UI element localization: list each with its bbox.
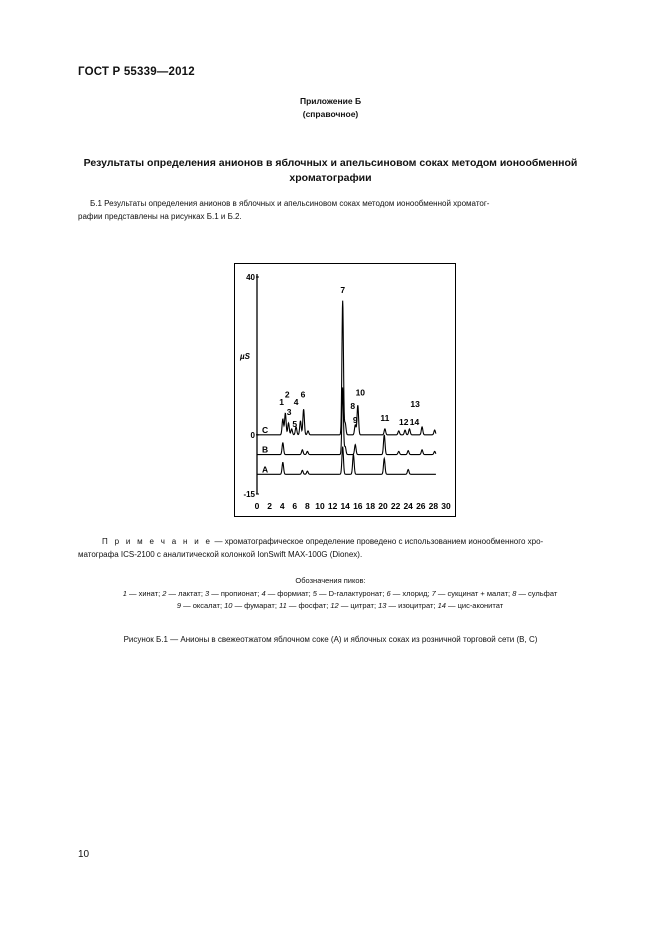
figure-caption: Рисунок Б.1 — Анионы в свежеотжатом яблочном соке (А) и яблочных соках из розничной торговой сети (В, С)	[123, 635, 538, 644]
peak-label: 7	[340, 284, 346, 295]
peak-label: 9	[352, 414, 358, 425]
x-tick-label: 6	[292, 501, 298, 511]
paragraph-line2: рафии представлены на рисунках Б.1 и Б.2.	[78, 211, 242, 221]
peak-label: 6	[300, 389, 306, 400]
legend-name: D-галактуронат	[328, 589, 383, 598]
legend-number: 5	[312, 589, 317, 598]
note-text-line1: — хроматографическое определение проведено с использованием ионообменного хро-	[212, 537, 544, 546]
x-tick-label: 30	[441, 501, 451, 511]
note-label: П р и м е ч а н и е	[102, 537, 213, 546]
x-tick-label: 28	[428, 501, 439, 511]
x-tick-label: 8	[305, 501, 310, 511]
trace-label-c: C	[262, 424, 269, 435]
x-tick-label: 14	[340, 501, 350, 511]
peak-label: 3	[286, 407, 292, 418]
x-tick-label: 24	[403, 501, 413, 511]
standard-code: ГОСТ Р 55339—2012	[78, 66, 195, 78]
section-title	[60, 156, 601, 186]
legend-number: 11	[279, 600, 287, 610]
y-axis-label: µS	[240, 352, 250, 361]
x-tick-label: 20	[378, 501, 388, 511]
legend-number: 7	[431, 589, 436, 598]
x-tick-label: 18	[365, 501, 376, 511]
legend-name: цис-аконитат	[457, 600, 504, 610]
x-tick-label: 22	[390, 501, 401, 511]
x-tick-label: 0	[254, 501, 260, 511]
legend-line2: 9 — оксалат; 10 — фумарат; 11 — фосфат; 12 — цитрат; 13 — изоцитрат; 14 — цис-аконитат	[176, 600, 504, 610]
legend-number: 4	[261, 589, 266, 598]
legend-name: лактат	[178, 589, 201, 598]
legend-name: пропионат	[220, 589, 258, 598]
y-tick-label: -15	[243, 490, 255, 499]
chromatogram-chart	[235, 264, 455, 516]
legend-number: 13	[378, 600, 387, 610]
legend-number: 14	[437, 600, 446, 610]
legend-name: сульфат	[528, 589, 558, 598]
peak-label: 2	[284, 389, 290, 400]
legend-number: 1	[122, 589, 127, 598]
x-tick-label: 10	[315, 501, 325, 511]
legend-name: цитрат	[350, 600, 374, 610]
peak-label: 5	[292, 418, 298, 429]
legend-line1: 1 — хинат; 2 — лактат; 3 — пропионат; 4 — формиат; 5 — D-галактуронат; 6 — хлорид; 7 — сукцинат + малат; 8 — сульфат	[122, 589, 558, 598]
legend-name: фумарат	[244, 600, 275, 610]
y-tick-label: 0	[250, 430, 255, 440]
peak-label: 14	[409, 416, 420, 427]
y-tick-label: 40	[246, 273, 255, 282]
legend-name: формиат	[277, 589, 309, 598]
section-title-line2: хроматографии	[289, 172, 372, 184]
trace-label-a: A	[262, 464, 269, 475]
peak-label: 1	[279, 397, 284, 408]
peak-label: 8	[350, 401, 356, 412]
note	[78, 536, 608, 561]
legend-number: 9	[176, 600, 182, 610]
x-tick-label: 2	[267, 501, 272, 511]
legend-heading: Обозначения пиков:	[295, 576, 366, 585]
peak-legend	[70, 588, 610, 611]
legend-number: 3	[205, 589, 210, 598]
section-title-line1: Результаты определения анионов в яблочных и апельсиновом соках методом ионообменной	[83, 157, 578, 169]
legend-number: 8	[512, 589, 517, 598]
legend-name: фосфат	[298, 600, 327, 610]
legend-name: хлорид	[402, 589, 428, 598]
peak-label: 11	[380, 413, 390, 424]
peak-label: 13	[410, 399, 420, 410]
x-tick-label: 16	[353, 501, 363, 511]
peak-label: 12	[399, 416, 409, 427]
page-number: 10	[78, 849, 90, 860]
legend-number: 6	[386, 589, 391, 598]
legend-name: хинат	[138, 589, 159, 598]
paragraph-line1: Б.1 Результаты определения анионов в яблочных и апельсиновом соках методом ионообменной хроматог-	[90, 199, 490, 208]
appendix-subtitle: (справочное)	[302, 109, 359, 119]
legend-number: 10	[224, 600, 233, 610]
paragraph-b1	[78, 198, 598, 223]
legend-number: 2	[162, 589, 167, 598]
legend-number: 12	[330, 600, 339, 610]
peak-label: 4	[293, 397, 299, 408]
x-tick-label: 12	[327, 501, 338, 511]
appendix-title: Приложение Б	[299, 96, 362, 106]
legend-name: изоцитрат	[398, 600, 434, 610]
figure-frame	[234, 263, 456, 517]
legend-name: сукцинат + малат	[447, 589, 509, 598]
peak-label: 10	[355, 387, 366, 398]
note-text-line2: матографа ICS-2100 с аналитической колонкой IonSwift MAX-100G (Dionex).	[78, 549, 363, 559]
legend-name: оксалат	[192, 600, 220, 610]
trace-c	[257, 301, 436, 435]
trace-label-b: B	[262, 444, 269, 455]
x-tick-label: 4	[279, 501, 285, 511]
x-tick-label: 26	[416, 501, 426, 511]
